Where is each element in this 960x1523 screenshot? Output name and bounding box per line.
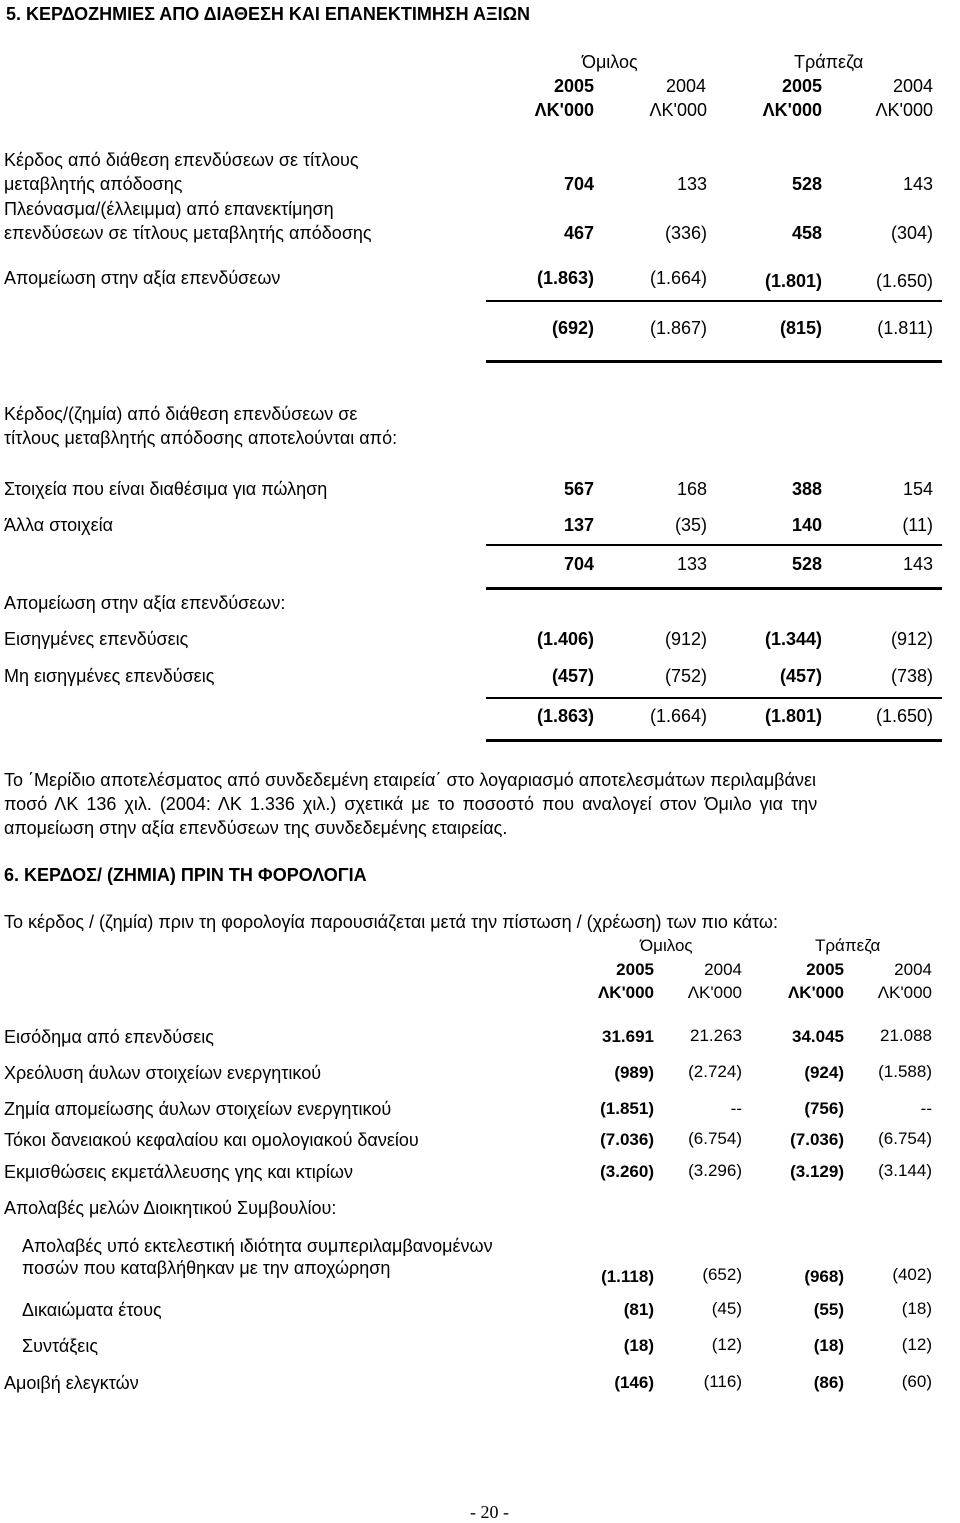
row-label: Χρεόλυση άυλων στοιχείων ενεργητικού — [4, 1063, 322, 1083]
auditors-label: Αμοιβή ελεγκτών — [4, 1373, 139, 1393]
value-cell: 31.691 — [602, 1027, 654, 1046]
group-header: Όμιλος — [582, 52, 638, 72]
note-line: Το ΄Μερίδιο αποτελέσματος από συνδεδεμένη εταιρεία΄ στο λογαριασμό αποτελεσμάτων περιλαμβάνει — [4, 770, 816, 790]
total-cell: 133 — [676, 554, 707, 574]
value-cell: (968) — [804, 1267, 844, 1286]
value-cell: (86) — [813, 1373, 844, 1392]
value-cell: (989) — [614, 1063, 654, 1082]
value-cell: 21.263 — [690, 1026, 742, 1045]
breakdown-label: Άλλα στοιχεία — [4, 515, 114, 535]
value-cell: (45) — [711, 1299, 742, 1318]
value-cell: (3.144) — [878, 1161, 932, 1180]
value-cell: (18) — [901, 1299, 932, 1318]
bank-2004-unit: ΛΚ'000 — [877, 983, 932, 1002]
section6-title: 6. ΚΕΡΔΟΣ/ (ΖΗΜΙΑ) ΠΡΙΝ ΤΗ ΦΟΡΟΛΟΓΙΑ — [4, 865, 367, 885]
row-label-line: Κέρδος από διάθεση επενδύσεων σε τίτλους — [4, 150, 359, 170]
bank-header: Τράπεζα — [794, 52, 864, 72]
total-cell: (1.801) — [764, 706, 822, 726]
value-cell: (12) — [711, 1335, 742, 1354]
bank-2005-unit: ΛΚ'000 — [762, 100, 822, 120]
total-cell: (1.863) — [536, 706, 594, 726]
value-cell: (2.724) — [688, 1062, 742, 1081]
total-cell: 528 — [791, 554, 822, 574]
subtotal-rule — [486, 544, 942, 546]
value-cell: 137 — [563, 515, 594, 535]
row-label: Ζημία απομείωσης άυλων στοιχείων ενεργητικού — [4, 1099, 392, 1119]
value-cell: (6.754) — [688, 1129, 742, 1148]
directors-label-line: Δικαιώματα έτους — [22, 1300, 162, 1320]
directors-label-line: ποσών που καταβλήθηκαν με την αποχώρηση — [22, 1258, 391, 1278]
note-line: απομείωση στην αξία επενδύσεων της συνδεδεμένης εταιρείας. — [4, 818, 508, 838]
bank-2005-header: 2005 — [806, 960, 844, 979]
value-cell: 168 — [676, 479, 707, 499]
section5-title: 5. ΚΕΡΔΟΖΗΜΙΕΣ ΑΠΟ ΔΙΑΘΕΣΗ ΚΑΙ ΕΠΑΝΕΚΤΙΜΗΣΗ ΑΞΙΩΝ — [6, 4, 531, 24]
bank-2004-header: 2004 — [892, 76, 933, 96]
value-cell: (752) — [664, 666, 707, 686]
value-cell: (457) — [779, 666, 822, 686]
row-label-line: Πλεόνασμα/(έλλειμμα) από επανεκτίμηση — [4, 199, 334, 219]
group-2005-header: 2005 — [616, 960, 654, 979]
section6-intro: Το κέρδος / (ζημία) πριν τη φορολογία παρουσιάζεται μετά την πίστωση / (χρέωση) των πιο κάτω: — [4, 912, 778, 932]
value-cell: (1.863) — [536, 268, 594, 288]
group-2005-unit: ΛΚ'000 — [534, 100, 594, 120]
page-number: - 20 - — [470, 1502, 509, 1522]
value-cell: (1.118) — [601, 1267, 654, 1286]
row-label: Εισόδημα από επενδύσεις — [4, 1027, 214, 1047]
value-cell: (1.851) — [600, 1099, 654, 1118]
value-cell: 154 — [902, 479, 933, 499]
row-label-line: Απομείωση στην αξία επενδύσεων — [4, 268, 281, 288]
note-line: ποσό ΛΚ 136 χιλ. (2004: ΛΚ 1.336 χιλ.) σχετικά με το ποσοστό που αναλογεί στον Όμιλο για την — [4, 794, 818, 814]
row-label-line: επενδύσεων σε τίτλους μεταβλητής απόδοσης — [4, 223, 372, 243]
group-2004-header: 2004 — [665, 76, 706, 96]
value-cell: (457) — [551, 666, 594, 686]
group-2005-unit: ΛΚ'000 — [597, 983, 654, 1002]
row-label-line: μεταβλητής απόδοσης — [4, 174, 183, 194]
bank-2005-header: 2005 — [781, 76, 822, 96]
value-cell: (35) — [674, 515, 707, 535]
group-2005-header: 2005 — [553, 76, 594, 96]
row-label: Τόκοι δανειακού κεφαλαίου και ομολογιακού δανείου — [4, 1130, 419, 1150]
subtotal-rule — [486, 697, 942, 699]
value-cell: (3.129) — [790, 1162, 844, 1181]
group-2004-unit: ΛΚ'000 — [687, 983, 742, 1002]
total-cell: (815) — [779, 318, 822, 338]
value-cell: (652) — [702, 1265, 742, 1284]
value-cell: 458 — [791, 223, 822, 243]
total-rule — [486, 360, 942, 363]
impairment-heading: Απομείωση στην αξία επενδύσεων: — [4, 593, 286, 613]
value-cell: (146) — [614, 1373, 654, 1392]
directors-label-line: Συντάξεις — [22, 1336, 98, 1356]
value-cell: (60) — [901, 1372, 932, 1391]
total-cell: (1.867) — [649, 318, 707, 338]
value-cell: (7.036) — [790, 1130, 844, 1149]
value-cell: (1.664) — [649, 268, 707, 288]
value-cell: (738) — [890, 666, 933, 686]
total-cell: (1.650) — [875, 706, 933, 726]
total-cell: (1.811) — [877, 318, 933, 338]
value-cell: 140 — [791, 515, 822, 535]
value-cell: 21.088 — [880, 1026, 932, 1045]
value-cell: 34.045 — [792, 1027, 844, 1046]
row-label: Εκμισθώσεις εκμετάλλευσης γης και κτιρίων — [4, 1162, 353, 1182]
total-cell: (1.664) — [649, 706, 707, 726]
value-cell: (7.036) — [600, 1130, 654, 1149]
value-cell: 143 — [902, 174, 933, 194]
group-2004-unit: ΛΚ'000 — [649, 100, 707, 120]
value-cell: (11) — [902, 515, 933, 535]
group-header: Όμιλος — [640, 936, 693, 955]
value-cell: (18) — [813, 1336, 844, 1355]
impairment-label: Εισηγμένες επενδύσεις — [4, 629, 189, 649]
value-cell: -- — [920, 1099, 932, 1118]
bank-2005-unit: ΛΚ'000 — [787, 983, 844, 1002]
total-rule — [486, 587, 942, 590]
value-cell: (3.260) — [600, 1162, 654, 1181]
group-2004-header: 2004 — [704, 960, 742, 979]
value-cell: (924) — [804, 1063, 844, 1082]
value-cell: (912) — [890, 629, 933, 649]
value-cell: (116) — [703, 1372, 742, 1391]
value-cell: 388 — [791, 479, 822, 499]
total-rule — [486, 739, 942, 742]
value-cell: (18) — [623, 1336, 654, 1355]
value-cell: (756) — [804, 1099, 844, 1118]
value-cell: 133 — [676, 174, 707, 194]
value-cell: (1.588) — [878, 1062, 932, 1081]
value-cell: (1.801) — [764, 271, 822, 291]
value-cell: (12) — [901, 1335, 932, 1354]
value-cell: (1.344) — [764, 629, 822, 649]
breakdown-intro-line: Κέρδος/(ζημία) από διάθεση επενδύσεων σε — [4, 404, 358, 424]
total-cell: 704 — [563, 554, 594, 574]
value-cell: (55) — [813, 1300, 844, 1319]
value-cell: 704 — [563, 174, 594, 194]
value-cell: (6.754) — [878, 1129, 932, 1148]
breakdown-label: Στοιχεία που είναι διαθέσιμα για πώληση — [4, 479, 328, 499]
value-cell: -- — [730, 1099, 742, 1118]
value-cell: (912) — [664, 629, 707, 649]
total-cell: 143 — [902, 554, 933, 574]
bank-header: Τράπεζα — [815, 936, 881, 955]
subtotal-rule — [486, 300, 942, 302]
value-cell: (1.650) — [875, 271, 933, 291]
value-cell: 528 — [791, 174, 822, 194]
value-cell: (1.406) — [536, 629, 594, 649]
value-cell: (402) — [892, 1265, 932, 1284]
value-cell: (304) — [890, 223, 933, 243]
breakdown-intro-line: τίτλους μεταβλητής απόδοσης αποτελούνται από: — [4, 428, 398, 448]
bank-2004-unit: ΛΚ'000 — [875, 100, 933, 120]
value-cell: (3.296) — [688, 1161, 742, 1180]
impairment-label: Μη εισηγμένες επενδύσεις — [4, 666, 215, 686]
directors-heading: Απολαβές μελών Διοικητικού Συμβουλίου: — [4, 1198, 337, 1218]
value-cell: (81) — [623, 1300, 654, 1319]
value-cell: 567 — [563, 479, 594, 499]
total-cell: (692) — [551, 318, 594, 338]
bank-2004-header: 2004 — [894, 960, 932, 979]
directors-label-line: Απολαβές υπό εκτελεστική ιδιότητα συμπεριλαμβανομένων — [22, 1236, 493, 1256]
value-cell: (336) — [664, 223, 707, 243]
value-cell: 467 — [563, 223, 594, 243]
